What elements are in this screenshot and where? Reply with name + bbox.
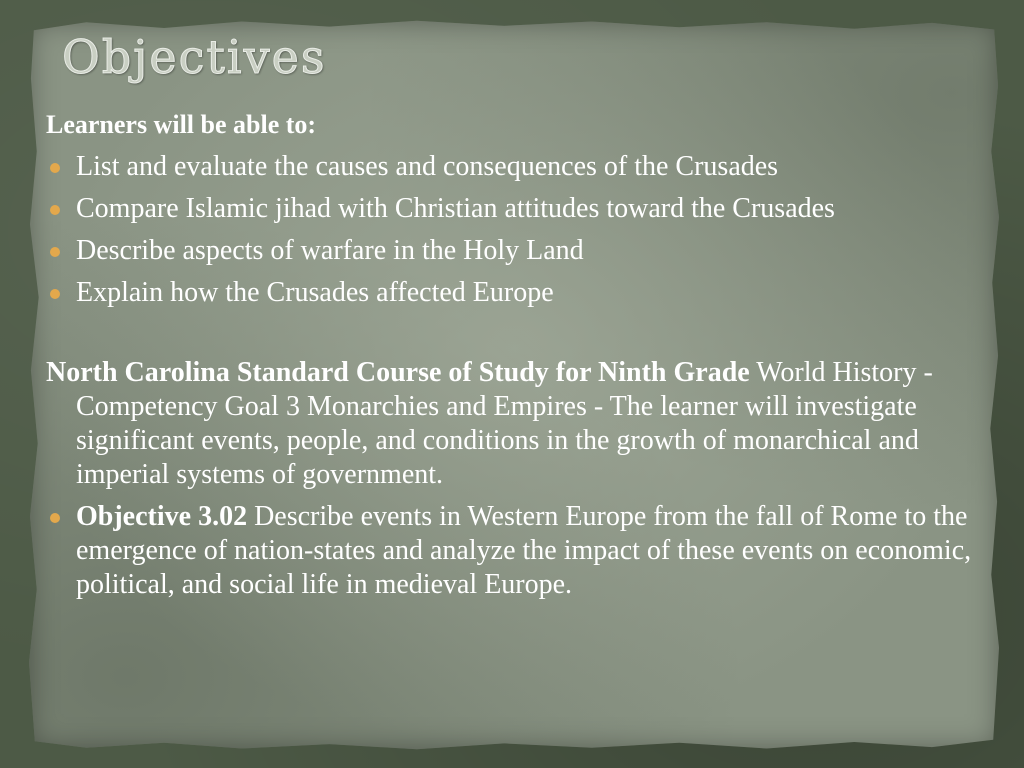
bullet-dot-icon (50, 247, 60, 257)
objective-text: List and evaluate the causes and consequences of the Crusades (76, 151, 779, 182)
bullet-dot-icon (50, 205, 60, 215)
slide-content (46, 108, 986, 610)
bullet-dot-icon (50, 163, 60, 173)
list-item (46, 500, 986, 602)
bullet-dot-icon (50, 289, 60, 299)
list-item (46, 192, 986, 226)
intro-text: Learners will be able to: (46, 110, 317, 139)
bullet-dot-icon (50, 513, 60, 523)
standard-text: World History - Competency Goal 3 Monarchies and Empires - The learner will investigate significant events, people, and conditions in the growth of monarchical and imperial systems of government. (76, 357, 933, 490)
objective-302-text: Describe events in Western Europe from the fall of Rome to the emergence of nation-states and analyze the impact of these events on economic, political, and social life in medieval Europe. (76, 501, 972, 600)
list-item (46, 150, 986, 184)
slide-title: Objectives (62, 30, 327, 84)
objective-text: Compare Islamic jihad with Christian attitudes toward the Crusades (76, 193, 835, 224)
objective-302-label: Objective 3.02 (76, 501, 248, 532)
objective-text: Describe aspects of warfare in the Holy Land (76, 235, 584, 266)
standard-paragraph (46, 356, 986, 492)
standard-heading: North Carolina Standard Course of Study for Ninth Grade (46, 357, 750, 388)
standard-objectives-list (46, 500, 986, 602)
objective-text: Explain how the Crusades affected Europe (76, 277, 554, 308)
list-item (46, 234, 986, 268)
objectives-list (46, 150, 986, 310)
list-item (46, 276, 986, 310)
